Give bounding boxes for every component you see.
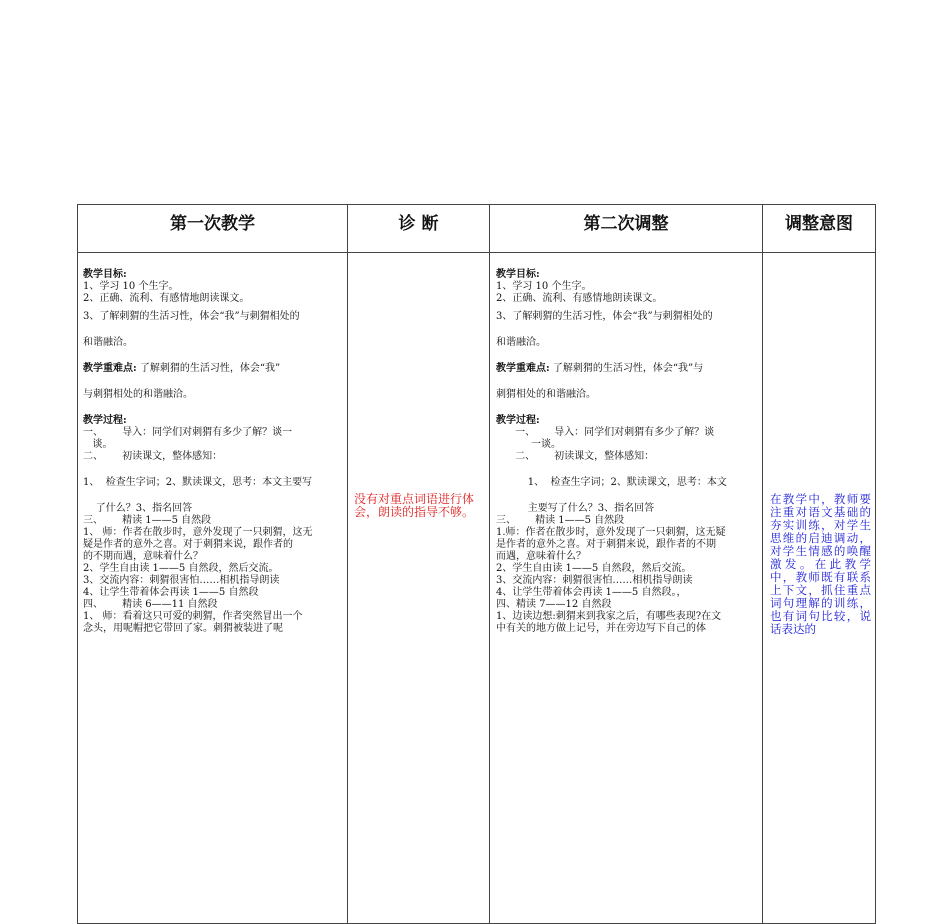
diagnosis-cell <box>348 253 490 924</box>
second-p10: 3、交流内容：刺猬很害怕……相机指导朗读 <box>496 575 693 586</box>
second-proc-title: 教学过程: <box>496 415 540 426</box>
second-p14: 中有关的地方做上记号，并在旁边写下自己的体 <box>496 623 706 634</box>
first-goal-2: 2、正确、流利、有感情地朗读课文。 <box>83 293 250 304</box>
second-p11: 4、让学生带着体会再读 1——5 自然段。， <box>496 587 687 598</box>
first-p1a: 一、 导入：同学们对刺猬有多少了解？谈一 <box>83 427 293 438</box>
second-p1a: 一、 导入：同学们对刺猬有多少了解？谈 <box>496 427 715 438</box>
lesson-table <box>77 204 876 924</box>
second-p3: 1、 检查生字词；2、默读课文，思考：本文 <box>496 477 727 488</box>
adjustment-intent-cell <box>763 253 876 924</box>
first-p10: 3、交流内容：刺猬很害怕……相机指导朗读 <box>83 575 280 586</box>
header-row <box>78 205 876 253</box>
second-p7: 是作者的意外之喜。对于刺猬来说，跟作者的不期 <box>496 539 716 550</box>
first-goal-3a: 3、了解刺猬的生活习性，体会“我”与刺猬相处的 <box>83 311 300 322</box>
first-goal-1: 1、学习 10 个生字。 <box>83 281 179 292</box>
first-p13: 1、 师：看着这只可爱的刺猬，作者突然冒出一个 <box>83 611 303 622</box>
diagnosis-text: 没有对重点词语进行体会，朗读的指导不够。 <box>354 492 475 519</box>
second-p4: 主要写了什么？3、指名回答 <box>496 503 655 514</box>
first-p11: 4、让学生带着体会再读 1——5 自然段 <box>83 587 259 598</box>
second-goal-3b: 和谐融洽。 <box>496 337 546 348</box>
first-goal-title: 教学目标: <box>83 269 127 280</box>
second-p9: 2、学生自由读 1——5 自然段，然后交流。 <box>496 563 692 574</box>
second-key-text2: 刺猬相处的和谐融洽。 <box>496 389 596 400</box>
first-p12: 四、 精读 6——11 自然段 <box>83 599 218 610</box>
first-p4: 了什么？3、指名回答 <box>83 503 193 514</box>
second-p8: 而遇，意味着什么？ <box>496 551 586 562</box>
header-second-adjustment: 第二次调整 <box>490 205 763 253</box>
second-p13: 1、边读边想:刺猬来到我家之后，有哪些表现?在文 <box>496 611 722 622</box>
adjustment-intent-text: 在教学中，教师要注重对语文基础的夯实训练，对学生思维的启迪调动，对学生情感的唤醒激发。在此教学中，教师既有联系上下文，抓住重点词句理解的训练，也有词句比较，说话表达的 <box>770 492 871 636</box>
second-goal-title: 教学目标: <box>496 269 540 280</box>
second-key-title: 教学重难点: <box>496 363 550 374</box>
first-p7: 疑是作者的意外之喜。对于刺猬来说，跟作者的 <box>83 539 293 550</box>
first-key-text: 了解刺猬的生活习性，体会“我” <box>139 363 281 374</box>
first-p2: 二、 初读课文，整体感知： <box>83 451 223 462</box>
first-goal-3b: 和谐融洽。 <box>83 337 133 348</box>
first-proc-title: 教学过程: <box>83 415 127 426</box>
second-p6: 1.师：作者在散步时，意外发现了一只刺猬，这无疑 <box>496 527 726 538</box>
second-adjustment-cell <box>490 253 763 924</box>
header-adjustment-intent: 调整意图 <box>763 205 876 253</box>
second-key-text: 了解刺猬的生活习性，体会“我”与 <box>552 363 704 374</box>
content-row <box>78 253 876 924</box>
first-p3: 1、 检查生字词；2、默读课文，思考：本文主要写 <box>83 477 313 488</box>
first-teaching-cell <box>78 253 348 924</box>
second-p5: 三、 精读 1——5 自然段 <box>496 515 625 526</box>
first-p8: 的不期而遇，意味着什么？ <box>83 551 203 562</box>
first-key-text2: 与刺猬相处的和谐融洽。 <box>83 389 193 400</box>
header-first-teaching: 第一次教学 <box>78 205 348 253</box>
first-p1b: 谈。 <box>83 439 113 450</box>
first-key-title: 教学重难点: <box>83 363 137 374</box>
header-diagnosis: 诊 断 <box>348 205 490 253</box>
first-p5: 三、 精读 1——5 自然段 <box>83 515 212 526</box>
second-goal-2: 2、正确、流利、有感情地朗读课文。 <box>496 293 663 304</box>
second-goal-3a: 3、了解刺猬的生活习性，体会“我”与刺猬相处的 <box>496 311 713 322</box>
second-goal-1: 1、学习 10 个生字。 <box>496 281 592 292</box>
first-p14: 念头，用呢帽把它带回了家。刺猬被装进了呢 <box>83 623 283 634</box>
second-p1b: 一谈。 <box>496 439 561 450</box>
first-p9: 2、学生自由读 1——5 自然段，然后交流。 <box>83 563 279 574</box>
second-p12: 四、精读 7——12 自然段 <box>496 599 612 610</box>
second-p2: 二、 初读课文，整体感知： <box>496 451 655 462</box>
first-p6: 1、 师：作者在散步时，意外发现了一只刺猬，这无 <box>83 527 313 538</box>
